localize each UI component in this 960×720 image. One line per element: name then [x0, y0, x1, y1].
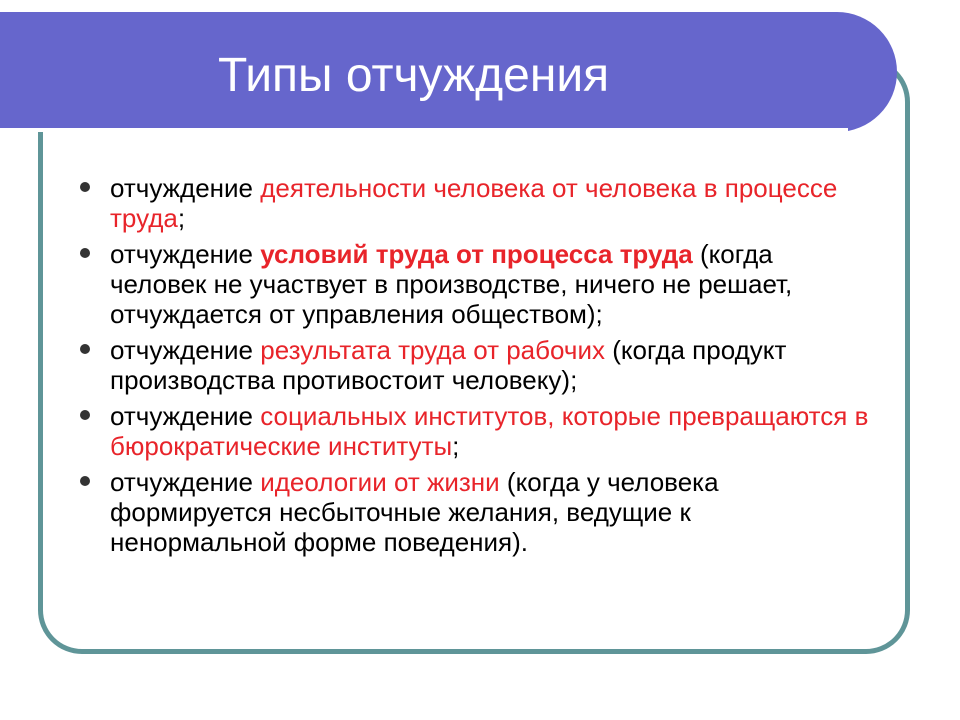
list-item — [73, 173, 873, 233]
title-underline — [0, 128, 848, 132]
item-lead-text: отчуждение — [110, 173, 261, 203]
item-tail-text: (когда человек не участвует в производстве, ничего не решает, отчуждается от управления обществом); — [110, 239, 793, 329]
slide-title: Типы отчуждения — [218, 49, 610, 102]
list-item — [73, 467, 873, 557]
item-lead-text: отчуждение — [110, 239, 261, 269]
list-item — [73, 239, 873, 329]
item-highlight-text: результата труда от рабочих — [260, 335, 605, 365]
bullet-list — [73, 173, 873, 563]
item-tail-text: ; — [452, 431, 460, 461]
item-highlight-text: условий труда от процесса труда — [260, 239, 693, 269]
bullet-icon — [80, 476, 90, 486]
item-highlight-text: идеологии от жизни — [260, 467, 500, 497]
item-lead-text: отчуждение — [110, 401, 261, 431]
item-highlight-text: деятельности человека от человека в процессе труда — [110, 173, 838, 233]
bullet-icon — [80, 344, 90, 354]
bullet-icon — [80, 410, 90, 420]
item-tail-text: (когда у человека формируется несбыточные желания, ведущие к ненормальной форме поведения). — [110, 467, 719, 557]
item-tail-text: (когда продукт производства противостоит человеку); — [110, 335, 787, 395]
item-lead-text: отчуждение — [110, 335, 261, 365]
bullet-icon — [80, 182, 90, 192]
list-item — [73, 401, 873, 461]
bullet-icon — [80, 248, 90, 258]
item-tail-text: ; — [177, 203, 186, 233]
list-item — [73, 335, 873, 395]
item-lead-text: отчуждение — [110, 467, 261, 497]
item-highlight-text: социальных институтов, которые превращаются в бюрократические институты — [110, 401, 869, 461]
